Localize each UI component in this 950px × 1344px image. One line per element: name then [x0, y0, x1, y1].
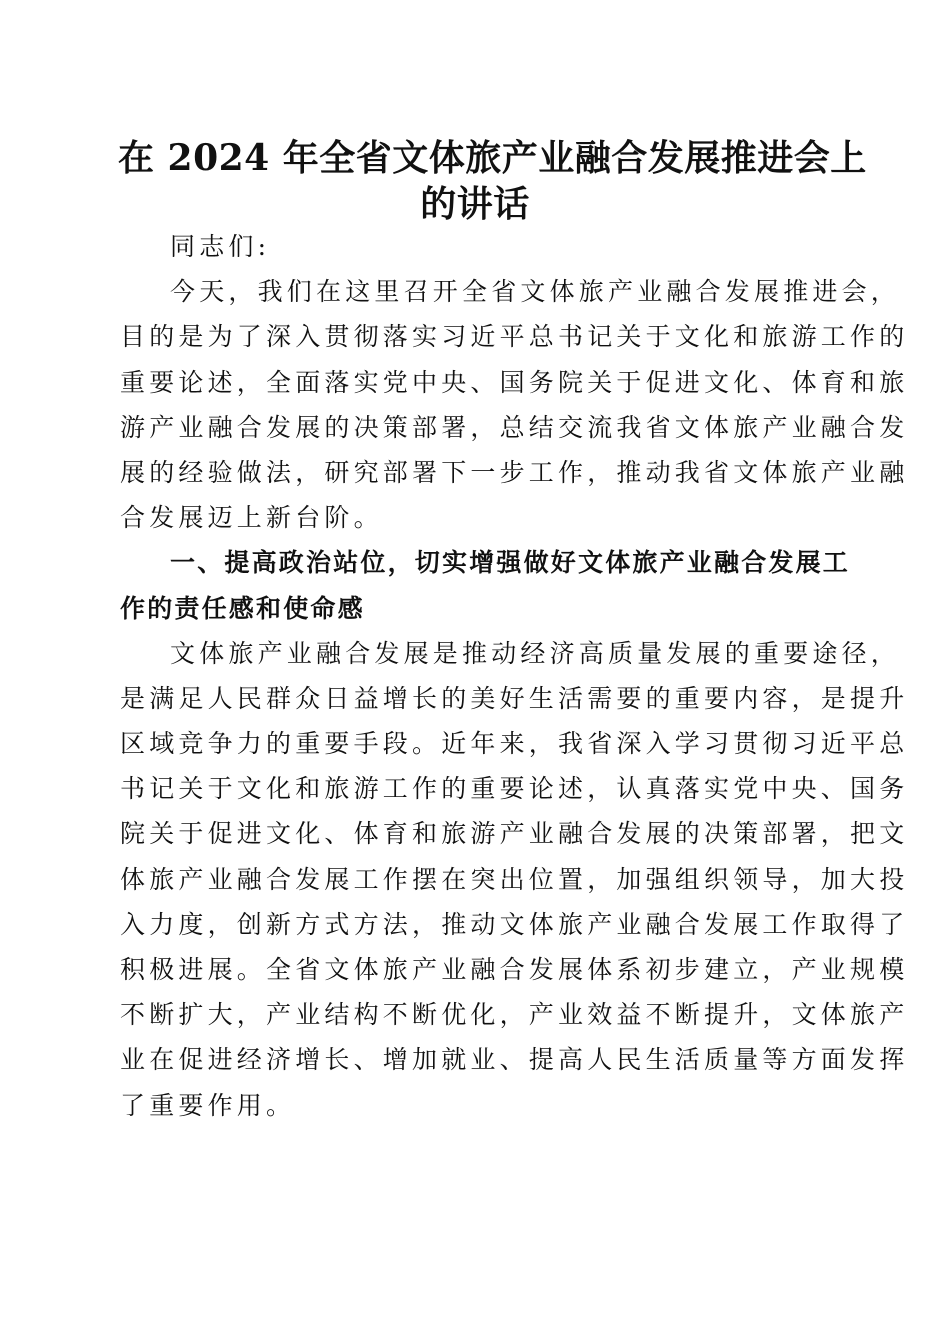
paragraph-line: 体旅产业融合发展工作摆在突出位置，加强组织领导，加大投 — [120, 864, 909, 894]
paragraph-line: 院关于促进文化、体育和旅游产业融合发展的决策部署，把文 — [120, 819, 909, 849]
document-title — [118, 135, 867, 227]
paragraph-line: 重要论述，全面落实党中央、国务院关于促进文化、体育和旅 — [120, 367, 909, 397]
paragraph-line: 区域竞争力的重要手段。近年来，我省深入学习贯彻习近平总 — [120, 729, 909, 759]
title-line: 在 2024 年全省文体旅产业融合发展推进会上 — [118, 137, 867, 179]
paragraph-line: 入力度，创新方式方法，推动文体旅产业融合发展工作取得了 — [120, 909, 909, 939]
document-body — [120, 224, 909, 1128]
paragraph-line: 游产业融合发展的决策部署，总结交流我省文体旅产业融合发 — [120, 412, 909, 442]
paragraph-line: 目的是为了深入贯彻落实习近平总书记关于文化和旅游工作的 — [120, 322, 909, 352]
section-heading-1 — [120, 540, 851, 630]
paragraph-line: 合发展迈上新台阶。 — [120, 503, 383, 533]
paragraph-line: 了重要作用。 — [120, 1090, 296, 1120]
salutation-text: 同志们: — [170, 232, 271, 261]
title-line: 的讲话 — [420, 183, 530, 225]
heading-line: 作的责任感和使命感 — [120, 593, 365, 623]
salutation — [120, 224, 832, 269]
paragraph-line: 文体旅产业融合发展是推动经济高质量发展的重要途径， — [170, 638, 901, 668]
paragraph-line: 书记关于文化和旅游工作的重要论述，认真落实党中央、国务 — [120, 774, 909, 804]
paragraph-line: 业在促进经济增长、增加就业、提高人民生活质量等方面发挥 — [120, 1045, 909, 1075]
paragraph-line: 今天，我们在这里召开全省文体旅产业融合发展推进会， — [170, 277, 901, 307]
paragraph-intro — [120, 269, 909, 540]
paragraph-section-1 — [120, 631, 909, 1128]
paragraph-line: 展的经验做法，研究部署下一步工作，推动我省文体旅产业融 — [120, 457, 909, 487]
paragraph-line: 是满足人民群众日益增长的美好生活需要的重要内容，是提升 — [120, 683, 909, 713]
paragraph-line: 积极进展。全省文体旅产业融合发展体系初步建立，产业规模 — [120, 955, 909, 984]
heading-line: 一、提高政治站位，切实增强做好文体旅产业融合发展工 — [170, 548, 851, 578]
paragraph-line: 不断扩大，产业结构不断优化，产业效益不断提升，文体旅产 — [120, 1000, 909, 1030]
